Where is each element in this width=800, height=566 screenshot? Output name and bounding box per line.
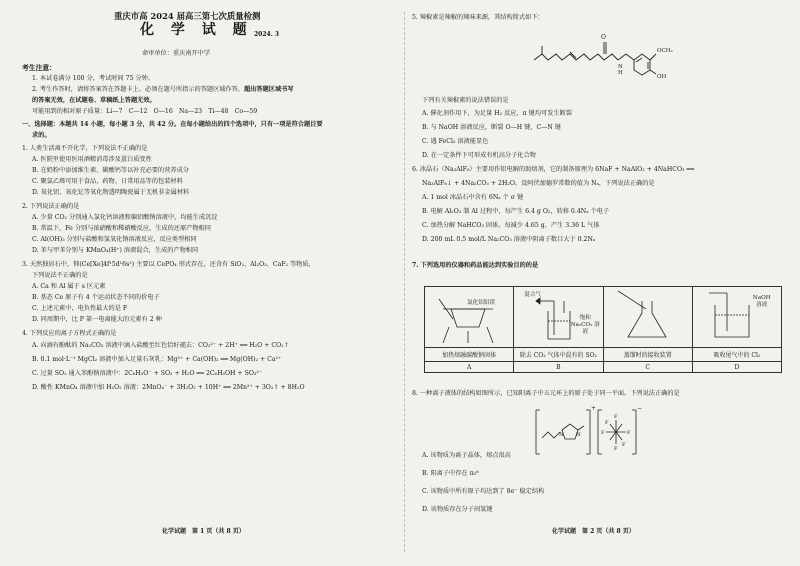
letter-b: B	[514, 362, 603, 373]
exam-title: 化 学 试 题	[140, 22, 253, 38]
q5-stem-cont: 下列有关辣椒素的说法错误的是	[422, 97, 509, 104]
q4-option-a: A. 向滴有酚酞的 Na₂CO₃ 溶液中滴入盐酸至红色恰好褪去：CO₃²⁻ + 2H⁺ ══ H₂O + CO₂↑	[32, 342, 289, 349]
q4-option-c: C. 过量 SO₂ 通入苯酚钠溶液中：2C₆H₅O⁻ + SO₂ + H₂O ══ 2C₆H₅OH + SO₃²⁻	[32, 370, 263, 377]
f-label-4: F	[627, 430, 631, 436]
notes-title: 考生注意：	[22, 64, 56, 72]
n-atom-1: N	[559, 432, 564, 438]
q5-option-d: D. 在一定条件下可形成有机高分子化合物	[422, 152, 536, 159]
q6-option-a: A. 1 mol 冰晶石中含有 6Nₐ 个 σ 键	[422, 194, 524, 201]
q2-option-a: A. 少量 CO₂ 分别通入氯化钙溶液和偏铝酸钠溶液中，均能生成沉淀	[32, 214, 218, 221]
q4-option-b: B. 0.1 mol·L⁻¹ MgCl₂ 溶液中加入足量石灰乳：Mg²⁺ + Ca(OH)₂ ══ Mg(OH)₂ + Ca²⁺	[32, 356, 282, 363]
q3-stem: 3. 天然独居石中，铈(Ce[Xe]4f¹5d¹6s²) 主要以 CePO₄ 形式存在，还含有 SiO₂、Al₂O₃、CaF₂ 等物质，	[22, 261, 315, 268]
q6-stem: 6. 冰晶石（Na₃AlF₆）主要用作铝电解的助熔剂，它的制备原理为 6NaF + NaAlO₂ + 4NaHCO₃ ══	[412, 166, 694, 173]
q6-option-d: D. 200 mL 0.5 mol/L Na₂CO₃ 溶液中阴离子数目大于 0.2Nₐ	[422, 236, 596, 243]
page-1-footer: 化学试题 第 1 页（共 8 页）	[162, 528, 245, 535]
letter-c: C	[603, 362, 692, 373]
apparatus-d	[692, 287, 781, 348]
q2-option-c: C. Al(OH)₃ 分别与盐酸和氢氧化钠溶液反应，反应类型相同	[32, 236, 197, 243]
q1-option-a: A. 医院里使用医用酒精消毒涉及蛋白质变性	[32, 156, 152, 163]
q2-option-b: B. 常温下，Fe 分别与浓硝酸和稀硝酸反应，生成的还原产物相同	[32, 225, 211, 232]
f-label-1: F	[614, 414, 618, 420]
sodium-carbonate-label: 饱和 Na₂CO₃ 溶液	[570, 315, 600, 335]
q4-stem: 4. 下列反应的离子方程式正确的是	[22, 330, 117, 337]
q8-stem: 8. 一种离子液体的结构如图所示，已知阳离子中五元环上的原子处于同一平面。下列说法正确的是	[412, 390, 680, 397]
q3-option-b: B. 基态 Ce 原子有 4 个运动状态不同的价电子	[32, 294, 160, 301]
f-label-2: F	[614, 446, 618, 452]
note-1: 1. 本试卷满分 100 分，考试时间 75 分钟。	[32, 75, 155, 82]
exam-header: 重庆市高 2024 届高三第七次质量检测	[114, 11, 261, 21]
caption-b: 除去 CO₂ 气体中混有的 SO₂	[514, 348, 603, 362]
q1-option-d: D. 氧化铝、氧化钇等氧化物透明陶瓷属于无机非金属材料	[32, 189, 190, 196]
note-2: 2. 考生作答时，请将答案答在答题卡上。必须在题号所指示的答题区域作答，超出答题区域书写	[32, 86, 294, 93]
q7-apparatus-table	[424, 286, 782, 373]
apparatus-b	[514, 287, 603, 348]
caption-a: 加热熔融碳酸钠固体	[425, 348, 514, 362]
anion-charge: −	[637, 405, 643, 412]
page-2-footer: 化学试题 第 2 页（共 8 页）	[552, 528, 635, 535]
naoh-label: NaOH 溶液	[752, 295, 771, 308]
page-2	[412, 0, 784, 566]
page-divider	[404, 12, 405, 552]
svg-text:N: N	[618, 64, 623, 70]
q5-option-a: A. 催化剂作用下，为足量 H₂ 反应，π 键均可发生断裂	[422, 110, 572, 117]
q3-option-a: A. Ca 和 Al 属于 s 区元素	[32, 283, 106, 290]
q8-option-d: D. 该物质存在分子间氢键	[422, 506, 493, 513]
mixed-gas-label: 混合气	[524, 292, 542, 298]
q7-stem: 7. 下列选用的仪器和药品能达到实验目的的是	[412, 262, 539, 269]
q3-stem-cont: 下列说法不正确的是	[32, 272, 88, 279]
exam-school: 命审单位：重庆南开中学	[142, 50, 211, 57]
ionic-liquid-structure	[532, 402, 652, 462]
q1-stem: 1. 人类生活离不开化学，下列说法不正确的是	[22, 145, 148, 152]
q8-option-a: A. 该物质为离子晶体，熔点很高	[422, 452, 511, 459]
q5-option-b: B. 与 NaOH 溶液反应，断裂 O—H 键、C—N 键	[422, 124, 561, 131]
section-1-heading-cont: 求的。	[32, 132, 51, 139]
page-1	[22, 0, 400, 566]
oh-label: OH	[657, 74, 667, 80]
q6-option-c: C. 加热分解 NaHCO₃ 固体，每减少 4.65 g，产生 3.36 L 气体	[422, 222, 600, 229]
q2-stem: 2. 下列说法正确的是	[22, 203, 80, 210]
f-label-5: F	[605, 420, 609, 426]
note-3: 的答案无效，在试题卷、草稿纸上答题无效。	[32, 97, 156, 104]
och3-label: OCH₃	[657, 48, 673, 54]
letter-a: A	[425, 362, 514, 373]
crucible-figure	[429, 287, 509, 345]
q3-option-d: D. 同周期中，比 P 第一电离能大的元素有 2 种	[32, 316, 162, 323]
caption-c: 蒸馏时的接收装置	[603, 348, 692, 362]
f-label-3: F	[601, 430, 605, 436]
n-atom-2: N	[576, 432, 581, 438]
q5-option-c: C. 遇 FeCl₃ 溶液能显色	[422, 138, 489, 145]
cation-charge: +	[591, 405, 597, 412]
crucible-label: 氯化铝铝镁	[467, 300, 495, 306]
svg-text:O: O	[601, 34, 606, 41]
q6-stem-cont: Na₃AlF₆↓ + 4Na₂CO₃ + 2H₂O。设阿伏加德罗常数的值为 Nₐ，下列说法正确的是	[422, 180, 655, 187]
apparatus-a	[425, 287, 514, 348]
section-1-heading: 一、选择题：本题共 14 小题，每小题 3 分，共 42 分。在每小题给出的四个选项中，只有一项是符合题目要	[22, 121, 323, 128]
q1-option-c: C. 聚氯乙烯可用于食品、药物、日常用品等的包装材料	[32, 178, 183, 185]
apparatus-c	[603, 287, 692, 348]
q1-option-b: B. 在奶粉中添加维生素、碳酸钙等以补充必要的营养成分	[32, 167, 189, 174]
q8-option-b: B. 阳离子中存在 π₅⁶	[422, 470, 479, 477]
q6-option-b: B. 电解 Al₂O₃ 制 Al 过程中，每产生 6.4 g O₂，转移 0.4Nₐ 个电子	[422, 208, 610, 215]
svg-text:H: H	[618, 70, 623, 76]
conical-flask-figure	[608, 287, 688, 345]
q3-option-c: C. 上述元素中，电负性最大的是 F	[32, 305, 128, 312]
caption-d: 吸收尾气中的 Cl₂	[692, 348, 781, 362]
q5-stem: 5. 辣椒素是辣椒的辣味来源，其结构简式如下：	[412, 14, 544, 21]
letter-d: D	[692, 362, 781, 373]
q8-option-c: C. 该物质中所有原子均达到了 8e⁻ 稳定结构	[422, 488, 545, 495]
f-label-6: F	[622, 442, 626, 448]
note-4: 可能用到的相对原子质量：Li—7 C—12 O—16 Na—23 Ti—48 Co—59	[32, 108, 258, 115]
q2-option-d: D. 苯与甲苯分别与 KMnO₄(H⁺) 溶液混合，生成的产物相同	[32, 247, 199, 254]
capsaicin-structure	[532, 28, 702, 84]
exam-date: 2024. 3	[254, 31, 280, 38]
q4-option-d: D. 酸性 KMnO₄ 溶液中加 H₂O₂ 溶液：2MnO₄⁻ + 3H₂O₂ + 10H⁺ ══ 2Mn²⁺ + 3O₂↑ + 8H₂O	[32, 384, 305, 391]
